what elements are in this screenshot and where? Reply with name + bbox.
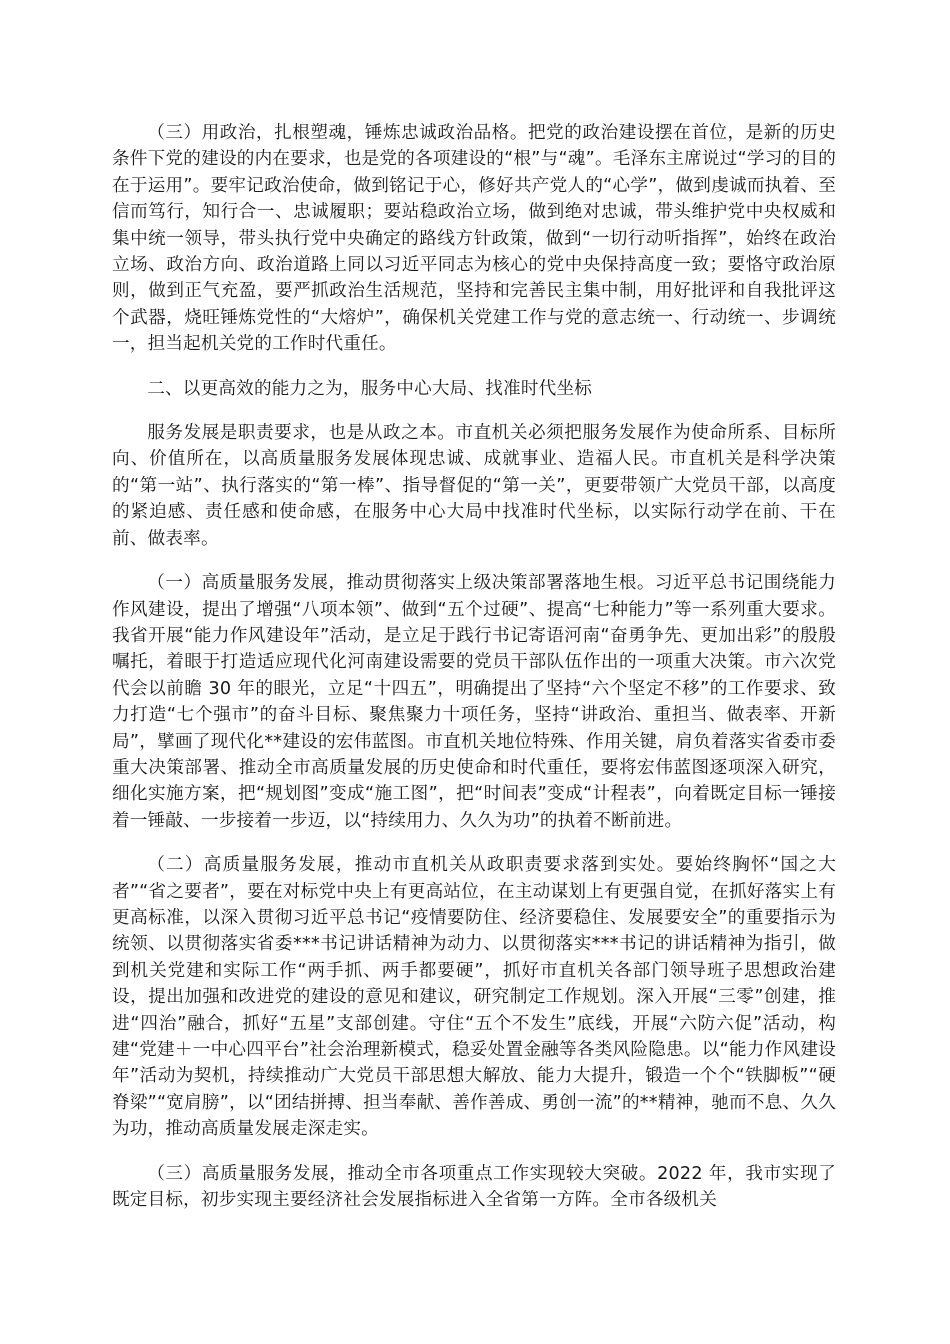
paragraph-service-development: 服务发展是职责要求，也是从政之本。市直机关必须把服务发展作为使命所系、目标所向、价值所在，以高质量服务发展体现忠诚、成就事业、造福人民。市直机关是科学决策的“第一站”、执行落实的“第一棒”、指导督促的“第一关”，更要带领广大党员干部，以高度的紧迫感、责任感和使命感，在服务中心大局中找准时代坐标，以实际行动学在前、干在前、做表率。 xyxy=(112,423,836,549)
document-page xyxy=(112,120,836,1213)
paragraph-point-three: （三）高质量服务发展，推动全市各项重点工作实现较大突破。2022 年，我市实现了既定目标，初步实现主要经济社会发展指标进入全省第一方阵。全市各级机关 xyxy=(112,1163,836,1211)
paragraph-political-building: （三）用政治，扎根塑魂，锤炼忠诚政治品格。把党的政治建设摆在首位，是新的历史条件下党的建设的内在要求，也是党的各项建设的“根”与“魂”。毛泽东主席说过“学习的目的在于运用”。要牢记政治使命，做到铭记于心，修好共产党人的“心学”，做到虔诚而执着、至信而笃行，知行合一、忠诚履职；要站稳政治立场，做到绝对忠诚，带头维护党中央权威和集中统一领导，带头执行党中央确定的路线方针政策，做到“一切行动听指挥”，始终在政治立场、政治方向、政治道路上同以习近平同志为核心的党中央保持高度一致；要恪守政治原则，做到正气充盈，要严抓政治生活规范，坚持和完善民主集中制，用好批评和自我批评这个武器，烧旺锤炼党性的“大熔炉”，确保机关党建工作与党的意志统一、行动统一、步调统一，担当起机关党的工作时代重任。 xyxy=(112,123,836,355)
paragraph-point-two: （二）高质量服务发展，推动市直机关从政职责要求落到实处。要始终胸怀“国之大者”“省之要者”，要在对标党中央上有更高站位，在主动谋划上有更强自觉，在抓好落实上有更高标准，以深入贯彻习近平总书记“疫情要防住、经济要稳住、发展要安全”的重要指示为统领、以贯彻落实省委***书记讲话精神为动力、以贯彻落实***书记的讲话精神为指引，做到机关党建和实际工作“两手抓、两手都要硬”，抓好市直机关各部门领导班子思想政治建设，提出加强和改进党的建设的意见和建议，研究制定工作规划。深入开展“三零”创建，推进“四治”融合，抓好“五星”支部创建。守住“五个不发生”底线，开展“六防六促”活动，构建“党建＋一中心四平台”社会治理新模式，稳妥处置金融等各类风险隐患。以“能力作风建设年”活动为契机，持续推动广大党员干部思想大解放、能力大提升，锻造一个个“铁脚板”“硬脊梁”“宽肩膀”，以“团结拼搏、担当奉献、善作善成、勇创一流”的**精神，驰而不息、久久为功，推动高质量发展走深走实。 xyxy=(112,855,836,1140)
section-heading-two: 二、以更高效的能力之为，服务中心大局、找准时代坐标 xyxy=(147,378,593,399)
paragraph-point-one: （一）高质量服务发展，推动贯彻落实上级决策部署落地生根。习近平总书记围绕能力作风建设，提出了增强“八项本领”、做到“五个过硬”、提高“七种能力”等一系列重大要求。我省开展“能力作风建设年”活动，是立足于践行书记寄语河南“奋勇争先、更加出彩”的殷殷嘱托，着眼于打造适应现代化河南建设需要的党员干部队伍作出的一项重大决策。市六次党代会以前瞻 30 年的眼光，立足“十四五”，明确提出了坚持“六个坚定不移”的工作要求、致力打造“七个强市”的奋斗目标、聚焦聚力十项任务，坚持“讲政治、重担当、做表率、开新局”，擘画了现代化**建设的宏伟蓝图。市直机关地位特殊、作用关键，肩负着落实省委市委重大决策部署、推动全市高质量发展的历史使命和时代重任，要将宏伟蓝图逐项深入研究，细化实施方案，把“规划图”变成“施工图”，把“时间表”变成“计程表”，向着既定目标一锤接着一锤敲、一步接着一步迈，以“持续用力、久久为功”的执着不断前进。 xyxy=(112,573,836,831)
